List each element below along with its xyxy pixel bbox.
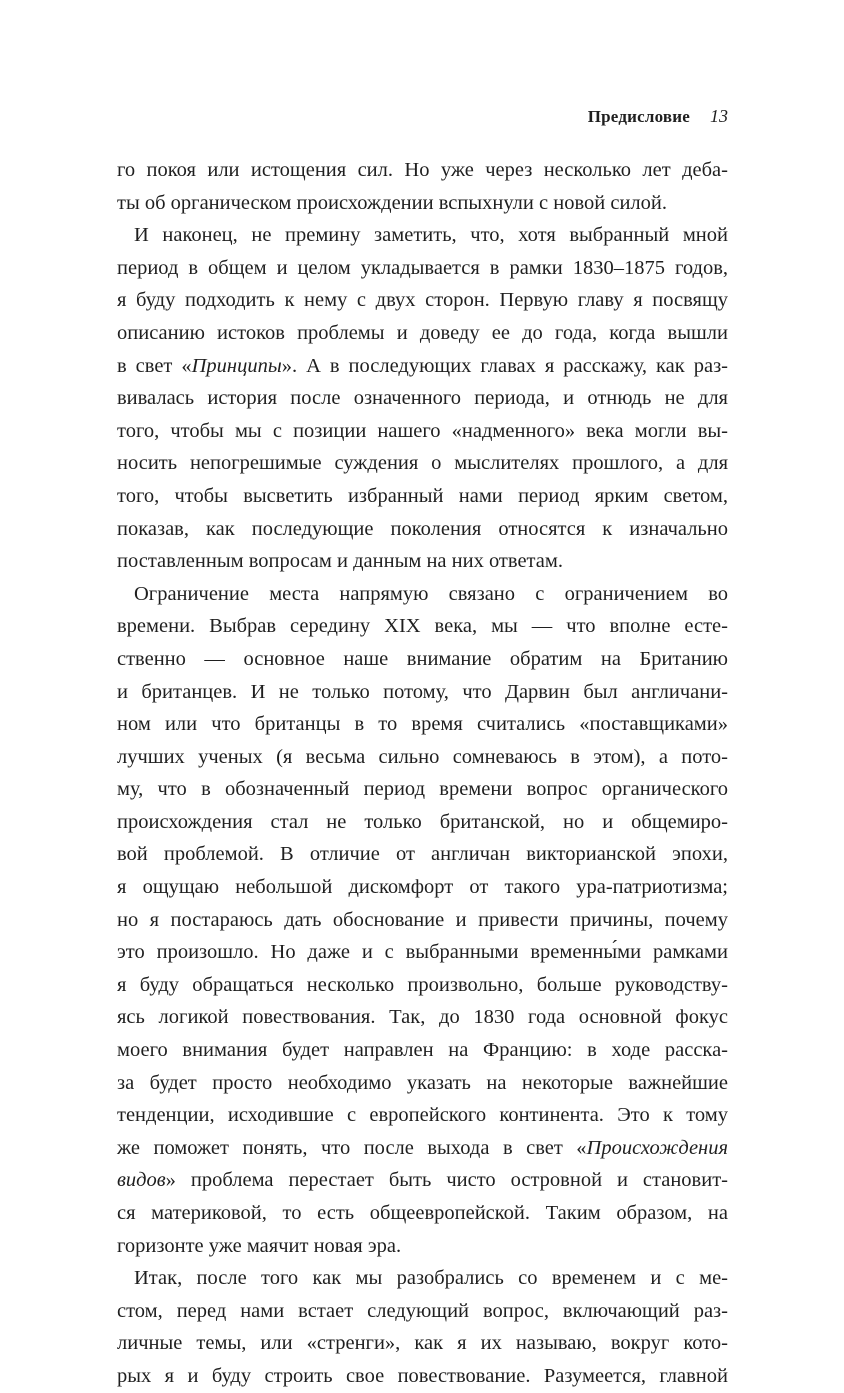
text-line: это произошло. Но даже и с выбранными временны́ми рамками — [117, 941, 728, 964]
text-line: период в общем и целом укладывается в рамки 1830–1875 годов, — [117, 256, 728, 279]
book-title-italic: Принципы — [191, 354, 282, 377]
text-segment: в свет « — [117, 354, 192, 377]
text-line: ясь логикой повествования. Так, до 1830 года основной фокус — [117, 1006, 728, 1029]
text-line: рых я и буду строить свое повествование. Разумеется, главной — [117, 1364, 728, 1387]
text-line: и британцев. И не только потому, что Дарвин был англичани- — [117, 680, 728, 703]
text-line: поставленным вопросам и данным на них ответам. — [117, 550, 563, 573]
paragraph-first-line: Ограничение места напрямую связано с ограничением во — [134, 582, 728, 605]
text-line: му, что в обозначенный период времени вопрос органического — [117, 778, 728, 801]
text-line: того, чтобы высветить избранный нами период ярким светом, — [117, 484, 728, 507]
text-line: происхождения стал не только британской, но и общемиро- — [117, 810, 728, 833]
text-line: я ощущаю небольшой дискомфорт от такого ура-патриотизма; — [117, 876, 728, 899]
text-line: ственно — основное наше внимание обратим на Британию — [117, 647, 728, 670]
running-header — [588, 104, 728, 129]
text-line: описанию истоков проблемы и доведу ее до года, когда вышли — [117, 321, 728, 344]
text-line: ся материковой, то есть общеевропейской. Таким образом, на — [117, 1202, 728, 1224]
text-line: но я постараюсь дать обоснование и привести причины, почему — [117, 908, 728, 931]
text-line: го покоя или истощения сил. Но уже через несколько лет деба- — [117, 159, 728, 181]
page-number: 13 — [710, 106, 728, 126]
text-line: ном или что британцы в то время считались «поставщиками» — [117, 713, 728, 736]
text-line: того, чтобы мы с позиции нашего «надменного» века могли вы- — [117, 419, 728, 442]
text-line: носить непогрешимые суждения о мыслителях прошлого, а для — [117, 452, 728, 475]
text-line: стом, перед нами встает следующий вопрос, включающий раз- — [117, 1299, 728, 1322]
text-segment: же поможет понять, что после выхода в свет « — [117, 1136, 587, 1159]
text-line: показав, как последующие поколения относятся к изначально — [117, 517, 728, 540]
book-title-italic: Происхождения — [586, 1136, 728, 1159]
book-title-italic: видов — [117, 1169, 166, 1192]
text-line: за будет просто необходимо указать на некоторые важнейшие — [117, 1071, 728, 1094]
text-line: ты об органическом происхождении вспыхнули с новой силой. — [117, 191, 667, 214]
text-line: времени. Выбрав середину XIX века, мы — что вполне есте- — [117, 615, 728, 638]
chapter-title: Предисловие — [587, 107, 690, 126]
text-line: личные темы, или «стренги», как я их называю, вокруг кото- — [117, 1332, 728, 1355]
text-line: лучших ученых (я весьма сильно сомневаюсь в этом), а пото- — [117, 745, 728, 768]
text-line: горизонте уже маячит новая эра. — [117, 1234, 402, 1257]
text-line: вой проблемой. В отличие от англичан викторианской эпохи, — [117, 843, 728, 866]
text-line — [117, 350, 728, 383]
text-line: моего внимания будет направлен на Францию: в ходе расска- — [117, 1039, 728, 1062]
text-line — [117, 1164, 728, 1197]
text-segment: ». А в последующих главах я расскажу, как раз- — [281, 354, 728, 377]
text-line: я буду подходить к нему с двух сторон. Первую главу я посвящу — [117, 289, 728, 312]
text-line: тенденции, исходившие с европейского континента. Это к тому — [117, 1104, 728, 1127]
text-line — [117, 1132, 728, 1165]
paragraph-first-line: И наконец, не премину заметить, что, хотя выбранный мной — [134, 224, 728, 247]
paragraph-first-line: Итак, после того как мы разобрались со временем и с ме- — [134, 1267, 728, 1290]
text-line: вивалась история после означенного периода, и отнюдь не для — [117, 387, 728, 410]
body-text — [117, 154, 728, 1393]
text-segment: » проблема перестает быть чисто островной и становит- — [165, 1169, 728, 1192]
text-line: я буду обращаться несколько произвольно, больше руководству- — [117, 973, 728, 996]
